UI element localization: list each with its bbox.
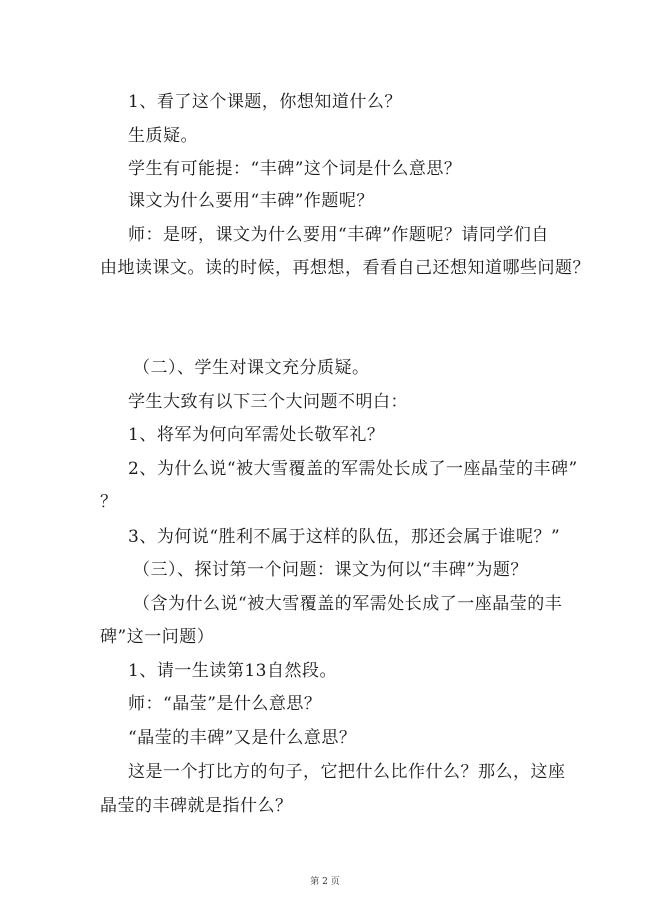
text-line: 1、请一生读第13自然段。 xyxy=(128,661,337,681)
text-line: 生质疑。 xyxy=(128,126,198,146)
text-line: 师：“晶莹”是什么意思？ xyxy=(128,694,322,714)
text-line: 学生有可能提：“丰碑”这个词是什么意思？ xyxy=(128,159,462,179)
text-line: 2、为什么说“被大雪覆盖的军需处长成了一座晶莹的丰碑” xyxy=(128,459,578,479)
text-line: 1、将军为何向军需处长敬军礼？ xyxy=(128,425,385,445)
text-line: “晶莹的丰碑”又是什么意思？ xyxy=(128,728,357,748)
text-line: 碑”这一问题） xyxy=(100,627,215,647)
section-heading: （三）、探讨第一个问题：课文为何以“丰碑”为题？ xyxy=(133,560,528,580)
text-line: 晶莹的丰碑就是指什么？ xyxy=(100,796,293,816)
text-line: （含为什么说“被大雪覆盖的军需处长成了一座晶莹的丰 xyxy=(133,594,563,614)
text-line: ？ xyxy=(100,492,118,512)
text-line: 3、为何说“胜利不属于这样的队伍，那还会属于谁呢？” xyxy=(128,527,561,547)
text-line: 这是一个打比方的句子，它把什么比作什么？那么，这座 xyxy=(128,762,566,782)
page-number: 第 2 页 xyxy=(310,877,340,887)
section-heading: （二）、学生对课文充分质疑。 xyxy=(133,358,370,378)
text-line: 师：是呀，课文为什么要用“丰碑”作题呢？请同学们自 xyxy=(128,225,549,245)
text-line: 由地读课文。读的时候，再想想，看看自己还想知道哪些问题？ xyxy=(100,258,590,278)
text-line: 学生大致有以下三个大问题不明白： xyxy=(128,392,408,412)
text-line: 1、看了这个课题，你想知道什么？ xyxy=(128,92,402,112)
text-line: 课文为什么要用“丰碑”作题呢？ xyxy=(128,191,374,211)
